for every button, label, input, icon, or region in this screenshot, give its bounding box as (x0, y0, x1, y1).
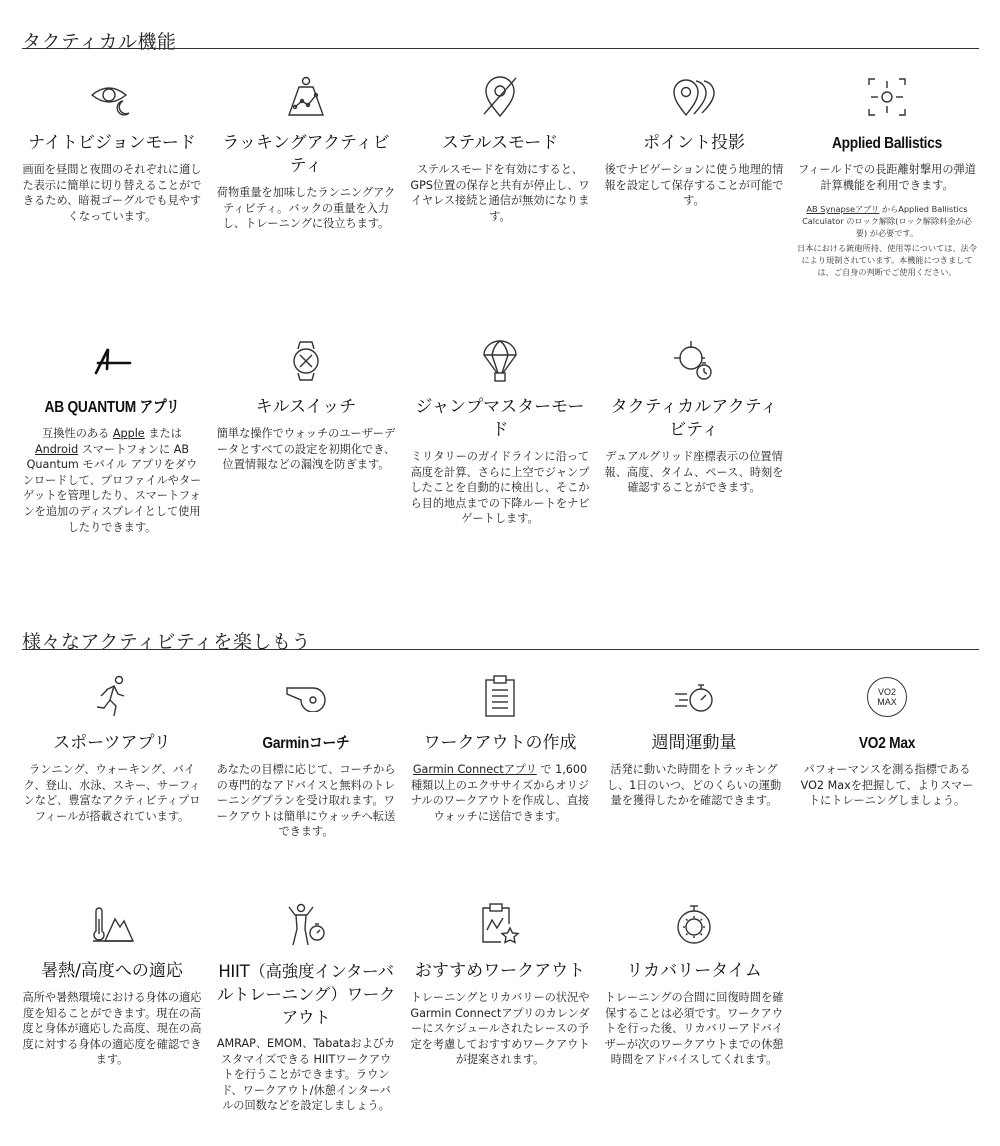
feature-weekly-intensity (604, 670, 784, 809)
feature-tactical-activity (604, 334, 784, 496)
parachute-icon (480, 337, 520, 385)
feature-title: ラッキングアクティビティ (222, 133, 390, 176)
hiit-person-timer-icon (283, 901, 329, 949)
feature-waypoint-projection (604, 70, 784, 209)
section-divider (22, 48, 979, 49)
runner-icon (92, 674, 132, 720)
feature-title: Garminコーチ (262, 735, 350, 752)
feature-title: HIIT（高強度インターバルトレーニング）ワークアウト (216, 962, 396, 1027)
feature-title: 週間運動量 (651, 733, 737, 753)
feature-note (797, 203, 977, 239)
feature-title: ナイトビジョンモード (28, 133, 196, 153)
feature-title: ステルスモード (441, 133, 559, 153)
feature-description (410, 762, 590, 824)
feature-description: 荷物重量を加味したランニングアクティビティ。バックの重量を入力し、トレーニングに役立ちます。 (216, 186, 396, 231)
feature-description: 簡単な操作でウォッチのユーザーデータとすべての設定を初期化でき、位置情報などの漏洩を防ぎます。 (216, 427, 396, 472)
stopwatch-speed-icon (671, 680, 717, 714)
suggested-workout-icon (479, 902, 521, 948)
crosshair-reticle-icon (865, 75, 909, 119)
night-vision-eye-icon (89, 77, 135, 117)
feature-garmin-coach (216, 670, 396, 840)
feature-description: デュアルグリッド座標表示の位置情報、高度、タイム、ペース、時刻を確認することができます。 (604, 450, 784, 495)
ab-synapse-link[interactable]: AB Synapseアプリ (806, 204, 880, 215)
heat-altitude-icon (89, 905, 135, 945)
feature-title: 暑熱/高度への適応 (41, 961, 183, 981)
feature-description: AMRAP、EMOM、Tabataおよびカスタマイズできる HIITワークアウトを行うことができます。ラウンド、ワークアウト/休憩インターバルの回数などを設定しましょう。 (216, 1037, 396, 1113)
feature-description: 高所や暑熱環境における身体の適応度を知ることができます。現在の高度と身体が適応した高度、現在の高度に対する身体の適応度を確認できます。 (22, 991, 202, 1067)
recovery-timer-icon (673, 902, 715, 948)
feature-description: トレーニングの合間に回復時間を確保することは必須です。ワークアウトを行った後、リカバリーアドバイザーが次のワークアウトまでの休憩時間をアドバイスしてくれます。 (604, 991, 784, 1067)
feature-night-vision (22, 70, 202, 224)
whistle-icon (283, 682, 329, 712)
feature-legal-note: 日本における銃砲所持、使用等については、法令により規制されています。本機能につきましては、ご自身の判断でご使用ください。 (797, 243, 977, 278)
feature-hiit (216, 898, 396, 1114)
feature-title: Applied Ballistics (831, 135, 943, 152)
section-title-tactical: タクティカル機能 (22, 31, 177, 53)
kill-switch-watch-icon (288, 338, 324, 384)
feature-workout-creation (410, 670, 590, 824)
clipboard-icon (482, 674, 518, 720)
desc-text: または (144, 427, 182, 440)
note-text: からApplied Ballistics Calculator のロック解除(ロック解除料金が必要) が必要です。 (802, 204, 972, 239)
android-link[interactable]: Android (34, 442, 79, 456)
feature-title: AB QUANTUM アプリ (44, 399, 180, 416)
feature-ab-quantum (22, 334, 202, 535)
feature-applied-ballistics (797, 70, 977, 278)
feature-title: ワークアウトの作成 (423, 733, 577, 753)
feature-vo2max (797, 670, 977, 809)
desc-text: スマートフォンに AB Quantum モバイル アプリをダウンロードして、プロファイルやターゲットを管理したり、スマートフォンを追加のディスプレイとして使用したりできます。 (22, 442, 202, 534)
feature-description (22, 426, 202, 535)
feature-description: 画面を昼間と夜間のそれぞれに適した表示に簡単に切り替えることができるため、暗視ゴーグルでも見やすくなっています。 (22, 163, 202, 223)
garmin-connect-link[interactable]: Garmin Connectアプリ (412, 763, 537, 776)
feature-description: 活発に動いた時間をトラッキングし、1日のいつ、どのくらいの運動量を獲得したかを確認できます。 (606, 763, 782, 808)
feature-jumpmaster (410, 334, 590, 527)
stealth-location-off-icon (480, 74, 520, 120)
feature-description: パフォーマンスを測る指標であるVO2 Maxを把握して、よりスマートにトレーニングしましょう。 (800, 763, 974, 808)
waypoint-pins-icon (670, 75, 718, 119)
feature-title: ジャンプマスターモード (415, 397, 585, 440)
feature-description: ステルスモードを有効にすると、GPS位置の保存と共有が停止し、ワイヤレス接続と通信が無効になります。 (410, 163, 590, 223)
feature-description: あなたの目標に応じて、コーチからの専門的なアドバイスと無料のトレーニングプランを受け取れます。ワークアウトは簡単にウォッチへ転送できます。 (216, 763, 396, 839)
section-title-activities: 様々なアクティビティを楽しもう (22, 631, 311, 653)
feature-description: 後でナビゲーションに使う地理的情報を設定して保存することが可能です。 (604, 163, 784, 208)
feature-description: ミリタリーのガイドラインに沿って高度を計算、さらに上空でジャンプしたことを自動的に検出し、そこから目的地点までの下降ルートをナビゲートします。 (410, 450, 590, 526)
feature-description: フィールドでの長距離射撃用の弾道計算機能を利用できます。 (798, 163, 976, 192)
feature-title: リカバリータイム (626, 961, 762, 981)
feature-rucking (216, 70, 396, 232)
feature-title: キルスイッチ (255, 397, 357, 417)
feature-recovery-time (604, 898, 784, 1068)
feature-description: ランニング、ウォーキング、バイク、登山、水泳、スキー、サーフィンなど、豊富なアクティビティプロフィールが搭載されています。 (23, 763, 201, 823)
rucking-weight-icon (283, 75, 329, 119)
tactical-activity-icon (671, 338, 717, 384)
apple-link[interactable]: Apple (112, 427, 145, 440)
feature-title: VO2 Max (858, 735, 916, 752)
vo2max-badge-icon: VO2 MAX (867, 677, 907, 717)
desc-text: 互換性のある (42, 427, 113, 440)
feature-sports-apps (22, 670, 202, 824)
feature-kill-switch (216, 334, 396, 473)
feature-title: おすすめワークアウト (414, 961, 586, 981)
feature-suggested-workouts (410, 898, 590, 1068)
feature-description: トレーニングとリカバリーの状況や Garmin Connectアプリのカレンダーにスケジュールされたレースの予定を考慮しておすすめワークアウトが提案されます。 (410, 991, 590, 1067)
feature-title: タクティカルアクティビティ (610, 397, 778, 440)
section-divider (22, 649, 979, 650)
feature-title: ポイント投影 (643, 133, 745, 153)
feature-title: スポーツアプリ (53, 733, 171, 753)
desc-text: で 1,600 種類以上のエクササイズからオリジナルのワークアウトを作成し、直接ウォッチに送信できます。 (410, 763, 590, 823)
feature-stealth (410, 70, 590, 224)
ab-quantum-logo-icon (90, 343, 134, 379)
feature-heat-altitude (22, 898, 202, 1068)
